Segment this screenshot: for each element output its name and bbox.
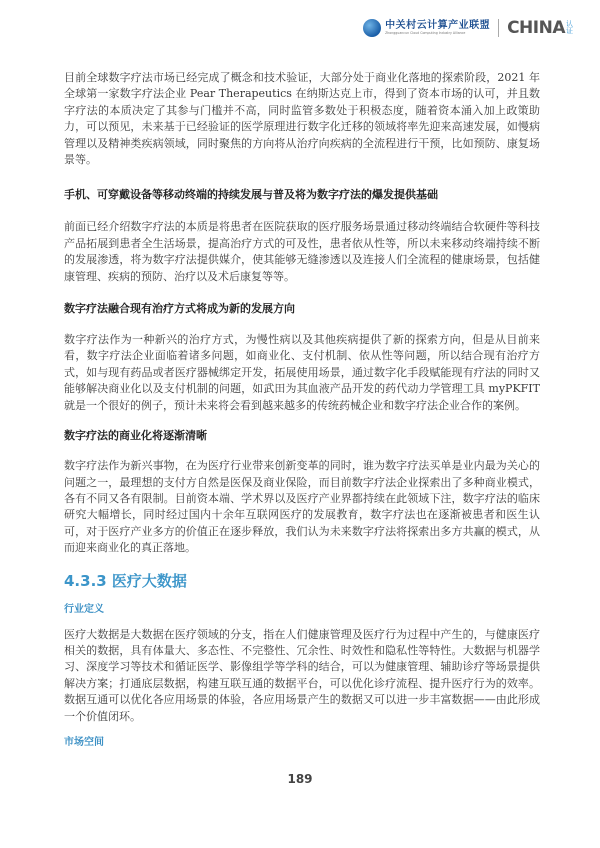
page-header (363, 14, 574, 42)
logo-divider (498, 19, 499, 37)
paragraph-commercialization: 数字疗法作为新兴事物，在为医疗行业带来创新变革的同时，谁为数字疗法买单是业内最为关心的问题之一，最理想的支付方自然是医保及商业保险，而目前数字疗法企业探索出了多种商业模式，各有不同又各有限制。目前资本端、学术界以及医疗产业界都持续在此领域下注，数字疗法的临床研究大幅增长，同时经过国内十余年互联网医疗的发展教育，数字疗法也在逐渐被患者和医生认可，对于医疗产业多方的价值正在逐步释放，我们认为未来数字疗法将探索出多方共赢的模式，从而迎来商业化的真正落地。 (64, 459, 540, 555)
section-title-medical-big-data: 4.3.3 医疗大数据 (64, 571, 187, 590)
subheading-commercialization: 数字疗法的商业化将逐渐清晰 (64, 429, 207, 443)
subheading-mobile-terminals: 手机、可穿戴设备等移动终端的持续发展与普及将为数字疗法的爆发提供基础 (64, 188, 438, 202)
zgc-cloud-alliance-logo (363, 19, 490, 37)
alliance-name-cn: 中关村云计算产业联盟 (385, 19, 491, 31)
china-cert-logo (507, 18, 574, 38)
page-number: 189 (287, 772, 313, 786)
subheading-integration: 数字疗法融合现有治疗方式将成为新的发展方向 (64, 302, 295, 316)
china-logo-text: CHINA (507, 18, 565, 38)
paragraph-integration: 数字疗法作为一种新兴的治疗方式，为慢性病以及其他疾病提供了新的探索方向，但是从目前来看，数字疗法企业面临着诸多问题，如商业化、支付机制、依从性等问题，所以结合现有治疗方式，如与现有药品或者医疗器械绑定开发，拓展使用场景，通过数字化手段赋能现有疗法的同时又能够解决商业化以及支付机制的问题，如武田为其血液产品开发的药代动力学管理工具 myPKFIT 就是一个很好的例子，预计未来将会看到越来越多的传统药械企业和数字疗法企业合作的案例。 (64, 333, 540, 412)
paragraph-mobile-terminals: 前面已经介绍数字疗法的本质是将患者在医院获取的医疗服务场景通过移动终端结合软硬件等科技产品拓展到患者全生活场景，提高治疗方式的可及性，患者依从性等，所以未来移动终端持续不断的发展渗透，将为数字疗法提供媒介，使其能够无缝渗透以及连接人们全流程的健康场景，包括健康管理、疾病的预防、治疗以及术后康复等等。 (64, 220, 540, 283)
category-industry-definition: 行业定义 (64, 603, 104, 615)
cert-logo-text: 认证 (566, 20, 573, 35)
alliance-emblem-icon (363, 19, 381, 37)
category-market-space: 市场空间 (64, 736, 104, 748)
paragraph-market-overview: 目前全球数字疗法市场已经完成了概念和技术验证，大部分处于商业化落地的探索阶段，2021 年全球第一家数字疗法企业 Pear Therapeutics 在纳斯达克上市，得到了资本市场的认可，并且数字疗法的本质决定了其参与门槛并不高，同时监管多数处于积极态度，随着资本涌入加上政策助力，可以预见，未来基于已经验证的医学原理进行数字化迁移的领域将率先迎来高速发展，如慢病管理以及精神类疾病领域，同时聚焦的方向将从治疗向疾病的全流程进行干预，比如预防、康复场景等。 (64, 71, 540, 167)
alliance-name-en: Zhongguancun Cloud Computing Industry Alliance (385, 30, 466, 35)
paragraph-definition: 医疗大数据是大数据在医疗领域的分支，指在人们健康管理及医疗行为过程中产生的，与健康医疗相关的数据，具有体量大、多态性、不完整性、冗余性、时效性和隐私性等特性。大数据与机器学习、深度学习等技术和循证医学、影像组学等学科的结合，可以为健康管理、辅助诊疗等场景提供解决方案；打通底层数据，构建互联互通的数据平台，可以优化诊疗流程、提升医疗行为的效率。数据互通可以优化各应用场景的体验，各应用场景产生的数据又可以进一步丰富数据——由此形成一个价值闭环。 (64, 627, 540, 723)
page-body (64, 70, 540, 750)
